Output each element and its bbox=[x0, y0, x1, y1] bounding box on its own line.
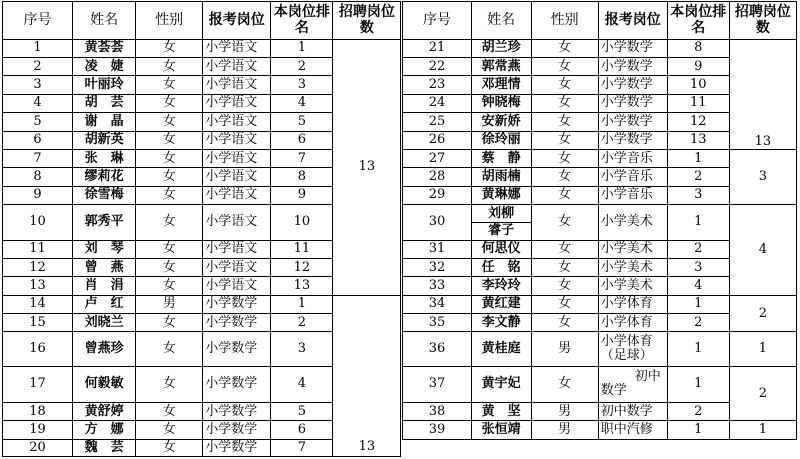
cell-rank: 3 bbox=[667, 259, 729, 277]
cell-rank: 2 bbox=[271, 314, 333, 332]
cell-post: 小学美术 bbox=[598, 204, 667, 240]
cell-rank: 6 bbox=[271, 421, 333, 439]
cell-no: 17 bbox=[3, 367, 73, 403]
cell-rank: 1 bbox=[667, 149, 729, 167]
header-name: 姓名 bbox=[471, 2, 531, 40]
cell-rank: 1 bbox=[667, 295, 729, 313]
cell-no: 24 bbox=[403, 94, 471, 112]
cell-gender: 女 bbox=[531, 295, 598, 313]
cell-rank: 12 bbox=[271, 259, 333, 277]
cell-name: 黄舒婷 bbox=[73, 402, 136, 420]
cell-post: 小学语文 bbox=[203, 240, 271, 258]
cell-no: 8 bbox=[3, 168, 73, 186]
cell-rank: 1 bbox=[667, 421, 729, 439]
cell-rank: 3 bbox=[271, 76, 333, 94]
cell-gender: 女 bbox=[136, 39, 203, 57]
table-row bbox=[3, 39, 797, 57]
cell-post: 小学数学 bbox=[598, 76, 667, 94]
cell-name: 缪莉花 bbox=[73, 168, 136, 186]
cell-no: 39 bbox=[403, 421, 471, 439]
cell-gender: 女 bbox=[136, 94, 203, 112]
cell-post: 小学数学 bbox=[203, 402, 271, 420]
cell-no: 31 bbox=[403, 240, 471, 258]
cell-rank: 2 bbox=[667, 168, 729, 186]
cell-no: 1 bbox=[3, 39, 73, 57]
cell-no: 32 bbox=[403, 259, 471, 277]
cell-gender: 女 bbox=[136, 439, 203, 456]
cell-gender: 男 bbox=[531, 421, 598, 439]
header-quota: 招聘岗位数 bbox=[729, 2, 796, 40]
cell-no: 3 bbox=[3, 76, 73, 94]
cell-no: 15 bbox=[3, 314, 73, 332]
cell-post: 小学美术 bbox=[598, 240, 667, 258]
cell-rank: 12 bbox=[667, 113, 729, 131]
cell-rank: 1 bbox=[667, 204, 729, 240]
cell-rank: 10 bbox=[271, 204, 333, 240]
cell-gender: 女 bbox=[531, 94, 598, 112]
cell-name: 徐雪梅 bbox=[73, 186, 136, 204]
cell-name: 安新娇 bbox=[471, 113, 531, 131]
cell-no: 29 bbox=[403, 186, 471, 204]
cell-name: 邓理情 bbox=[471, 76, 531, 94]
cell-no: 4 bbox=[3, 94, 73, 112]
cell-rank: 2 bbox=[271, 58, 333, 76]
cell-name: 黄 坚 bbox=[471, 402, 531, 420]
cell-gender: 女 bbox=[136, 421, 203, 439]
cell-no: 33 bbox=[403, 277, 471, 295]
cell-rank: 8 bbox=[271, 168, 333, 186]
cell-rank: 9 bbox=[271, 186, 333, 204]
cell-gender: 女 bbox=[136, 149, 203, 167]
cell-rank: 1 bbox=[667, 367, 729, 403]
cell-rank: 6 bbox=[271, 131, 333, 149]
cell-name: 任 铭 bbox=[471, 259, 531, 277]
cell-gender: 女 bbox=[531, 204, 598, 240]
cell-no: 2 bbox=[3, 58, 73, 76]
cell-gender: 女 bbox=[531, 76, 598, 94]
cell-gender: 女 bbox=[531, 113, 598, 131]
cell-no: 11 bbox=[3, 240, 73, 258]
cell-quota-music: 3 bbox=[729, 149, 796, 204]
cell-no: 27 bbox=[403, 149, 471, 167]
cell-post: 小学数学 bbox=[598, 94, 667, 112]
header-post: 报考岗位 bbox=[598, 2, 667, 40]
cell-quota-art: 4 bbox=[729, 204, 796, 295]
cell-no: 38 bbox=[403, 402, 471, 420]
cell-post: 小学语文 bbox=[203, 131, 271, 149]
cell-gender: 女 bbox=[136, 259, 203, 277]
cell-name: 李文静 bbox=[471, 314, 531, 332]
cell-no: 34 bbox=[403, 295, 471, 313]
cell-gender: 女 bbox=[136, 314, 203, 332]
cell-name: 李玲玲 bbox=[471, 277, 531, 295]
cell-quota-auto: 1 bbox=[729, 421, 796, 439]
cell-gender: 女 bbox=[531, 186, 598, 204]
cell-gender: 女 bbox=[531, 259, 598, 277]
cell-gender: 男 bbox=[136, 295, 203, 313]
cell-gender: 女 bbox=[136, 113, 203, 131]
cell-name: 刘晓兰 bbox=[73, 314, 136, 332]
cell-quota-chinese: 13 bbox=[333, 39, 401, 295]
cell-gender: 女 bbox=[531, 367, 598, 403]
cell-quota-middle-math: 2 bbox=[729, 367, 796, 421]
cell-no: 5 bbox=[3, 113, 73, 131]
cell-gender: 女 bbox=[531, 149, 598, 167]
cell-post: 小学语文 bbox=[203, 113, 271, 131]
cell-no: 37 bbox=[403, 367, 471, 403]
cell-name: 何毅敏 bbox=[73, 367, 136, 403]
cell-no: 28 bbox=[403, 168, 471, 186]
cell-no: 22 bbox=[403, 58, 471, 76]
cell-rank: 4 bbox=[667, 277, 729, 295]
cell-no: 6 bbox=[3, 131, 73, 149]
cell-post: 小学数学 bbox=[203, 421, 271, 439]
cell-post: 职中汽修 bbox=[598, 421, 667, 439]
cell-name: 魏 芸 bbox=[73, 439, 136, 456]
cell-post: 小学数学 bbox=[203, 367, 271, 403]
cell-name: 郭常燕 bbox=[471, 58, 531, 76]
cell-name: 黄宇妃 bbox=[471, 367, 531, 403]
cell-no: 35 bbox=[403, 314, 471, 332]
cell-rank: 4 bbox=[271, 367, 333, 403]
recruitment-ranking-table bbox=[2, 1, 797, 457]
cell-post: 小学语文 bbox=[203, 94, 271, 112]
cell-gender: 女 bbox=[136, 76, 203, 94]
header-no: 序号 bbox=[403, 2, 471, 40]
cell-name-part2: 睿子 bbox=[488, 223, 515, 239]
cell-name: 钟晓梅 bbox=[471, 94, 531, 112]
cell-rank: 8 bbox=[667, 39, 729, 57]
cell-no: 13 bbox=[3, 277, 73, 295]
cell-gender: 女 bbox=[136, 58, 203, 76]
cell-post: 小学数学 bbox=[598, 131, 667, 149]
header-gender: 性别 bbox=[531, 2, 598, 40]
cell-post: 小学数学 bbox=[203, 295, 271, 313]
cell-no: 9 bbox=[3, 186, 73, 204]
cell-gender: 女 bbox=[136, 367, 203, 403]
cell-gender: 女 bbox=[136, 332, 203, 367]
cell-post: 小学数学 bbox=[203, 439, 271, 456]
cell-gender: 女 bbox=[136, 204, 203, 240]
header-rank: 本岗位排名 bbox=[271, 2, 333, 40]
cell-post: 小学语文 bbox=[203, 39, 271, 57]
cell-name: 方 娜 bbox=[73, 421, 136, 439]
cell-gender: 女 bbox=[531, 58, 598, 76]
header-no: 序号 bbox=[3, 2, 73, 40]
cell-no: 16 bbox=[3, 332, 73, 367]
cell-quota-math-left: 13 bbox=[333, 295, 401, 456]
cell-no: 18 bbox=[3, 402, 73, 420]
cell-rank: 7 bbox=[271, 439, 333, 456]
cell-name: 刘 琴 bbox=[73, 240, 136, 258]
cell-name: 叶丽玲 bbox=[73, 76, 136, 94]
cell-name: 黄琳娜 bbox=[471, 186, 531, 204]
cell-name: 谢 晶 bbox=[73, 113, 136, 131]
cell-post: 小学音乐 bbox=[598, 168, 667, 186]
cell-post: 小学体育 bbox=[598, 314, 667, 332]
cell-post: 小学数学 bbox=[598, 58, 667, 76]
cell-rank: 2 bbox=[667, 402, 729, 420]
cell-rank: 1 bbox=[271, 39, 333, 57]
cell-name: 曾 燕 bbox=[73, 259, 136, 277]
cell-gender: 女 bbox=[531, 131, 598, 149]
empty-cell bbox=[403, 439, 797, 456]
cell-post: 小学数学 bbox=[598, 39, 667, 57]
cell-post: 初中数学 bbox=[598, 402, 667, 420]
cell-post: 小学语文 bbox=[203, 76, 271, 94]
cell-post: 小学数学 bbox=[203, 314, 271, 332]
cell-no: 10 bbox=[3, 204, 73, 240]
cell-rank: 3 bbox=[271, 332, 333, 367]
cell-name: 肖 涓 bbox=[73, 277, 136, 295]
cell-post: 小学美术 bbox=[598, 259, 667, 277]
cell-post: 小学语文 bbox=[203, 58, 271, 76]
cell-gender: 女 bbox=[531, 240, 598, 258]
cell-rank: 11 bbox=[271, 240, 333, 258]
cell-gender: 女 bbox=[531, 277, 598, 295]
cell-name: 胡兰珍 bbox=[471, 39, 531, 57]
cell-no: 12 bbox=[3, 259, 73, 277]
cell-no: 26 bbox=[403, 131, 471, 149]
cell-gender: 男 bbox=[531, 402, 598, 420]
cell-name: 张 琳 bbox=[73, 149, 136, 167]
cell-post-split bbox=[598, 367, 667, 403]
cell-name: 黄荟荟 bbox=[73, 39, 136, 57]
cell-rank: 13 bbox=[271, 277, 333, 295]
cell-post: 小学语文 bbox=[203, 186, 271, 204]
cell-name: 郭秀平 bbox=[73, 204, 136, 240]
cell-post-part1: 初中 bbox=[634, 369, 661, 385]
cell-name-part1: 刘柳 bbox=[472, 205, 531, 223]
cell-rank: 2 bbox=[667, 314, 729, 332]
cell-gender: 女 bbox=[136, 240, 203, 258]
cell-name: 胡 芸 bbox=[73, 94, 136, 112]
cell-post: 小学体育（足球） bbox=[598, 332, 667, 367]
cell-no: 20 bbox=[3, 439, 73, 456]
cell-name-split bbox=[471, 204, 531, 240]
cell-post: 小学美术 bbox=[598, 277, 667, 295]
header-gender: 性别 bbox=[136, 2, 203, 40]
cell-name: 黄红建 bbox=[471, 295, 531, 313]
cell-name: 徐玲丽 bbox=[471, 131, 531, 149]
cell-rank: 4 bbox=[271, 94, 333, 112]
cell-rank: 9 bbox=[667, 58, 729, 76]
cell-no: 19 bbox=[3, 421, 73, 439]
cell-post: 小学体育 bbox=[598, 295, 667, 313]
cell-post: 小学音乐 bbox=[598, 149, 667, 167]
header-quota: 招聘岗位数 bbox=[333, 2, 401, 40]
cell-rank: 11 bbox=[667, 94, 729, 112]
cell-post: 小学音乐 bbox=[598, 186, 667, 204]
cell-no: 36 bbox=[403, 332, 471, 367]
cell-gender: 女 bbox=[531, 168, 598, 186]
cell-gender: 女 bbox=[136, 186, 203, 204]
header-post: 报考岗位 bbox=[203, 2, 271, 40]
cell-rank: 1 bbox=[667, 332, 729, 367]
cell-gender: 女 bbox=[136, 168, 203, 186]
cell-post: 小学语文 bbox=[203, 277, 271, 295]
cell-post-part2: 数学 bbox=[600, 383, 627, 399]
cell-post: 小学语文 bbox=[203, 259, 271, 277]
cell-gender: 女 bbox=[136, 131, 203, 149]
cell-name: 黄桂庭 bbox=[471, 332, 531, 367]
cell-rank: 5 bbox=[271, 402, 333, 420]
cell-name: 何思仪 bbox=[471, 240, 531, 258]
cell-name: 蔡 静 bbox=[471, 149, 531, 167]
cell-no: 21 bbox=[403, 39, 471, 57]
cell-rank: 2 bbox=[667, 240, 729, 258]
cell-gender: 男 bbox=[531, 332, 598, 367]
header-rank: 本岗位排名 bbox=[667, 2, 729, 40]
cell-rank: 5 bbox=[271, 113, 333, 131]
cell-no: 7 bbox=[3, 149, 73, 167]
cell-post: 小学语文 bbox=[203, 168, 271, 186]
cell-name: 曾燕珍 bbox=[73, 332, 136, 367]
cell-name: 胡新英 bbox=[73, 131, 136, 149]
cell-no: 30 bbox=[403, 204, 471, 240]
cell-no: 14 bbox=[3, 295, 73, 313]
cell-rank: 10 bbox=[667, 76, 729, 94]
cell-no: 25 bbox=[403, 113, 471, 131]
cell-gender: 女 bbox=[136, 277, 203, 295]
cell-gender: 女 bbox=[531, 39, 598, 57]
cell-name: 卢 红 bbox=[73, 295, 136, 313]
cell-name: 张恒靖 bbox=[471, 421, 531, 439]
cell-post: 小学语文 bbox=[203, 149, 271, 167]
cell-rank: 13 bbox=[667, 131, 729, 149]
cell-name: 胡雨楠 bbox=[471, 168, 531, 186]
cell-rank: 1 bbox=[271, 295, 333, 313]
cell-post: 小学语文 bbox=[203, 204, 271, 240]
cell-no: 23 bbox=[403, 76, 471, 94]
cell-gender: 女 bbox=[136, 402, 203, 420]
cell-post: 小学数学 bbox=[598, 113, 667, 131]
cell-gender: 女 bbox=[531, 314, 598, 332]
cell-quota-math: 13 bbox=[729, 39, 796, 149]
cell-post: 小学数学 bbox=[203, 332, 271, 367]
cell-name: 凌 婕 bbox=[73, 58, 136, 76]
cell-rank: 7 bbox=[271, 149, 333, 167]
cell-quota-football: 1 bbox=[729, 332, 796, 367]
cell-quota-pe: 2 bbox=[729, 295, 796, 332]
header-row bbox=[3, 2, 797, 40]
header-name: 姓名 bbox=[73, 2, 136, 40]
table-row bbox=[3, 295, 797, 313]
cell-rank: 3 bbox=[667, 186, 729, 204]
